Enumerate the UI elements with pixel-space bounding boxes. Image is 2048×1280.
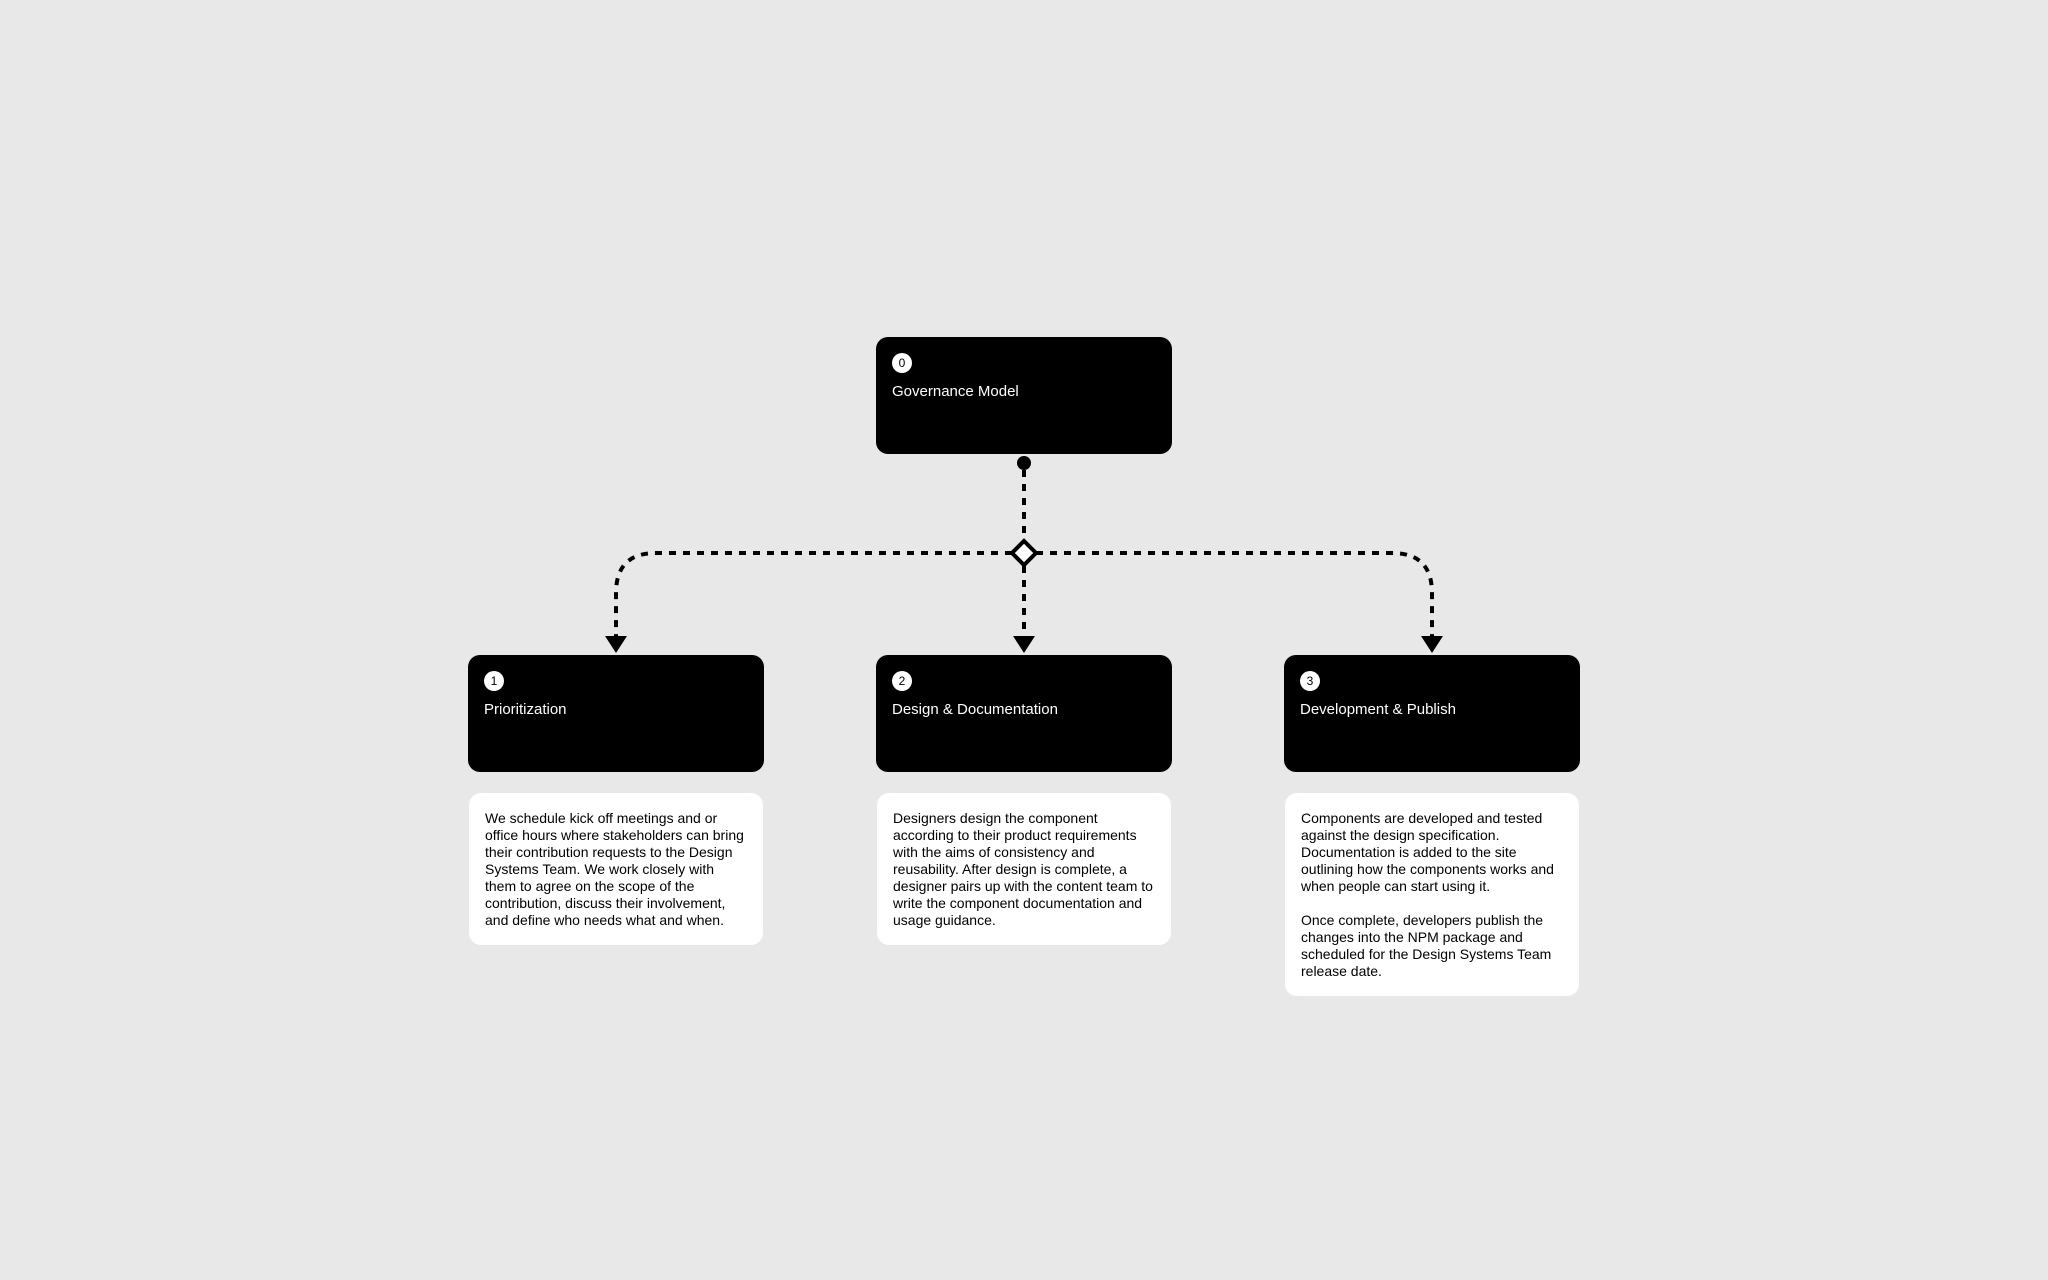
node-title: Prioritization: [484, 701, 567, 718]
description-card-design-documentation: [877, 793, 1171, 945]
node-prioritization[interactable]: [468, 655, 764, 772]
node-design-documentation[interactable]: [876, 655, 1172, 772]
arrowhead-design-icon: [1013, 636, 1035, 653]
arrowhead-development-icon: [1421, 636, 1443, 653]
junction-diamond-icon: [1012, 541, 1036, 565]
description-card-development-publish: [1285, 793, 1579, 996]
arrowhead-prioritization-icon: [605, 636, 627, 653]
description-text: Components are developed and tested against the design specification. Documentation is added to the site outlining how the components works and when people can start using it.: [1301, 810, 1554, 894]
node-governance-model[interactable]: [876, 337, 1172, 454]
node-title: Design & Documentation: [892, 701, 1058, 718]
description-text: Once complete, developers publish the changes into the NPM package and scheduled for the Design Systems Team release date.: [1301, 912, 1552, 979]
node-number-badge: 3: [1300, 671, 1320, 691]
description-text: We schedule kick off meetings and or office hours where stakeholders can bring their contribution requests to the Design Systems Team. We work closely with them to agree on the scope of the contribution, discuss their involvement, and define who needs what and when.: [485, 810, 744, 928]
connector-branch-prioritization: [616, 553, 1012, 636]
node-number-badge: 0: [892, 353, 912, 373]
description-text: Designers design the component according to their product requirements with the aims of consistency and reusability. After design is complete, a designer pairs up with the content team to write the component documentation and usage guidance.: [893, 810, 1153, 928]
node-number-badge: 2: [892, 671, 912, 691]
connector-start-dot: [1017, 456, 1031, 470]
node-development-publish[interactable]: [1284, 655, 1580, 772]
connector-branch-development: [1036, 553, 1432, 636]
description-card-prioritization: [469, 793, 763, 945]
node-number-badge: 1: [484, 671, 504, 691]
node-title: Development & Publish: [1300, 701, 1456, 718]
node-title: Governance Model: [892, 383, 1019, 400]
